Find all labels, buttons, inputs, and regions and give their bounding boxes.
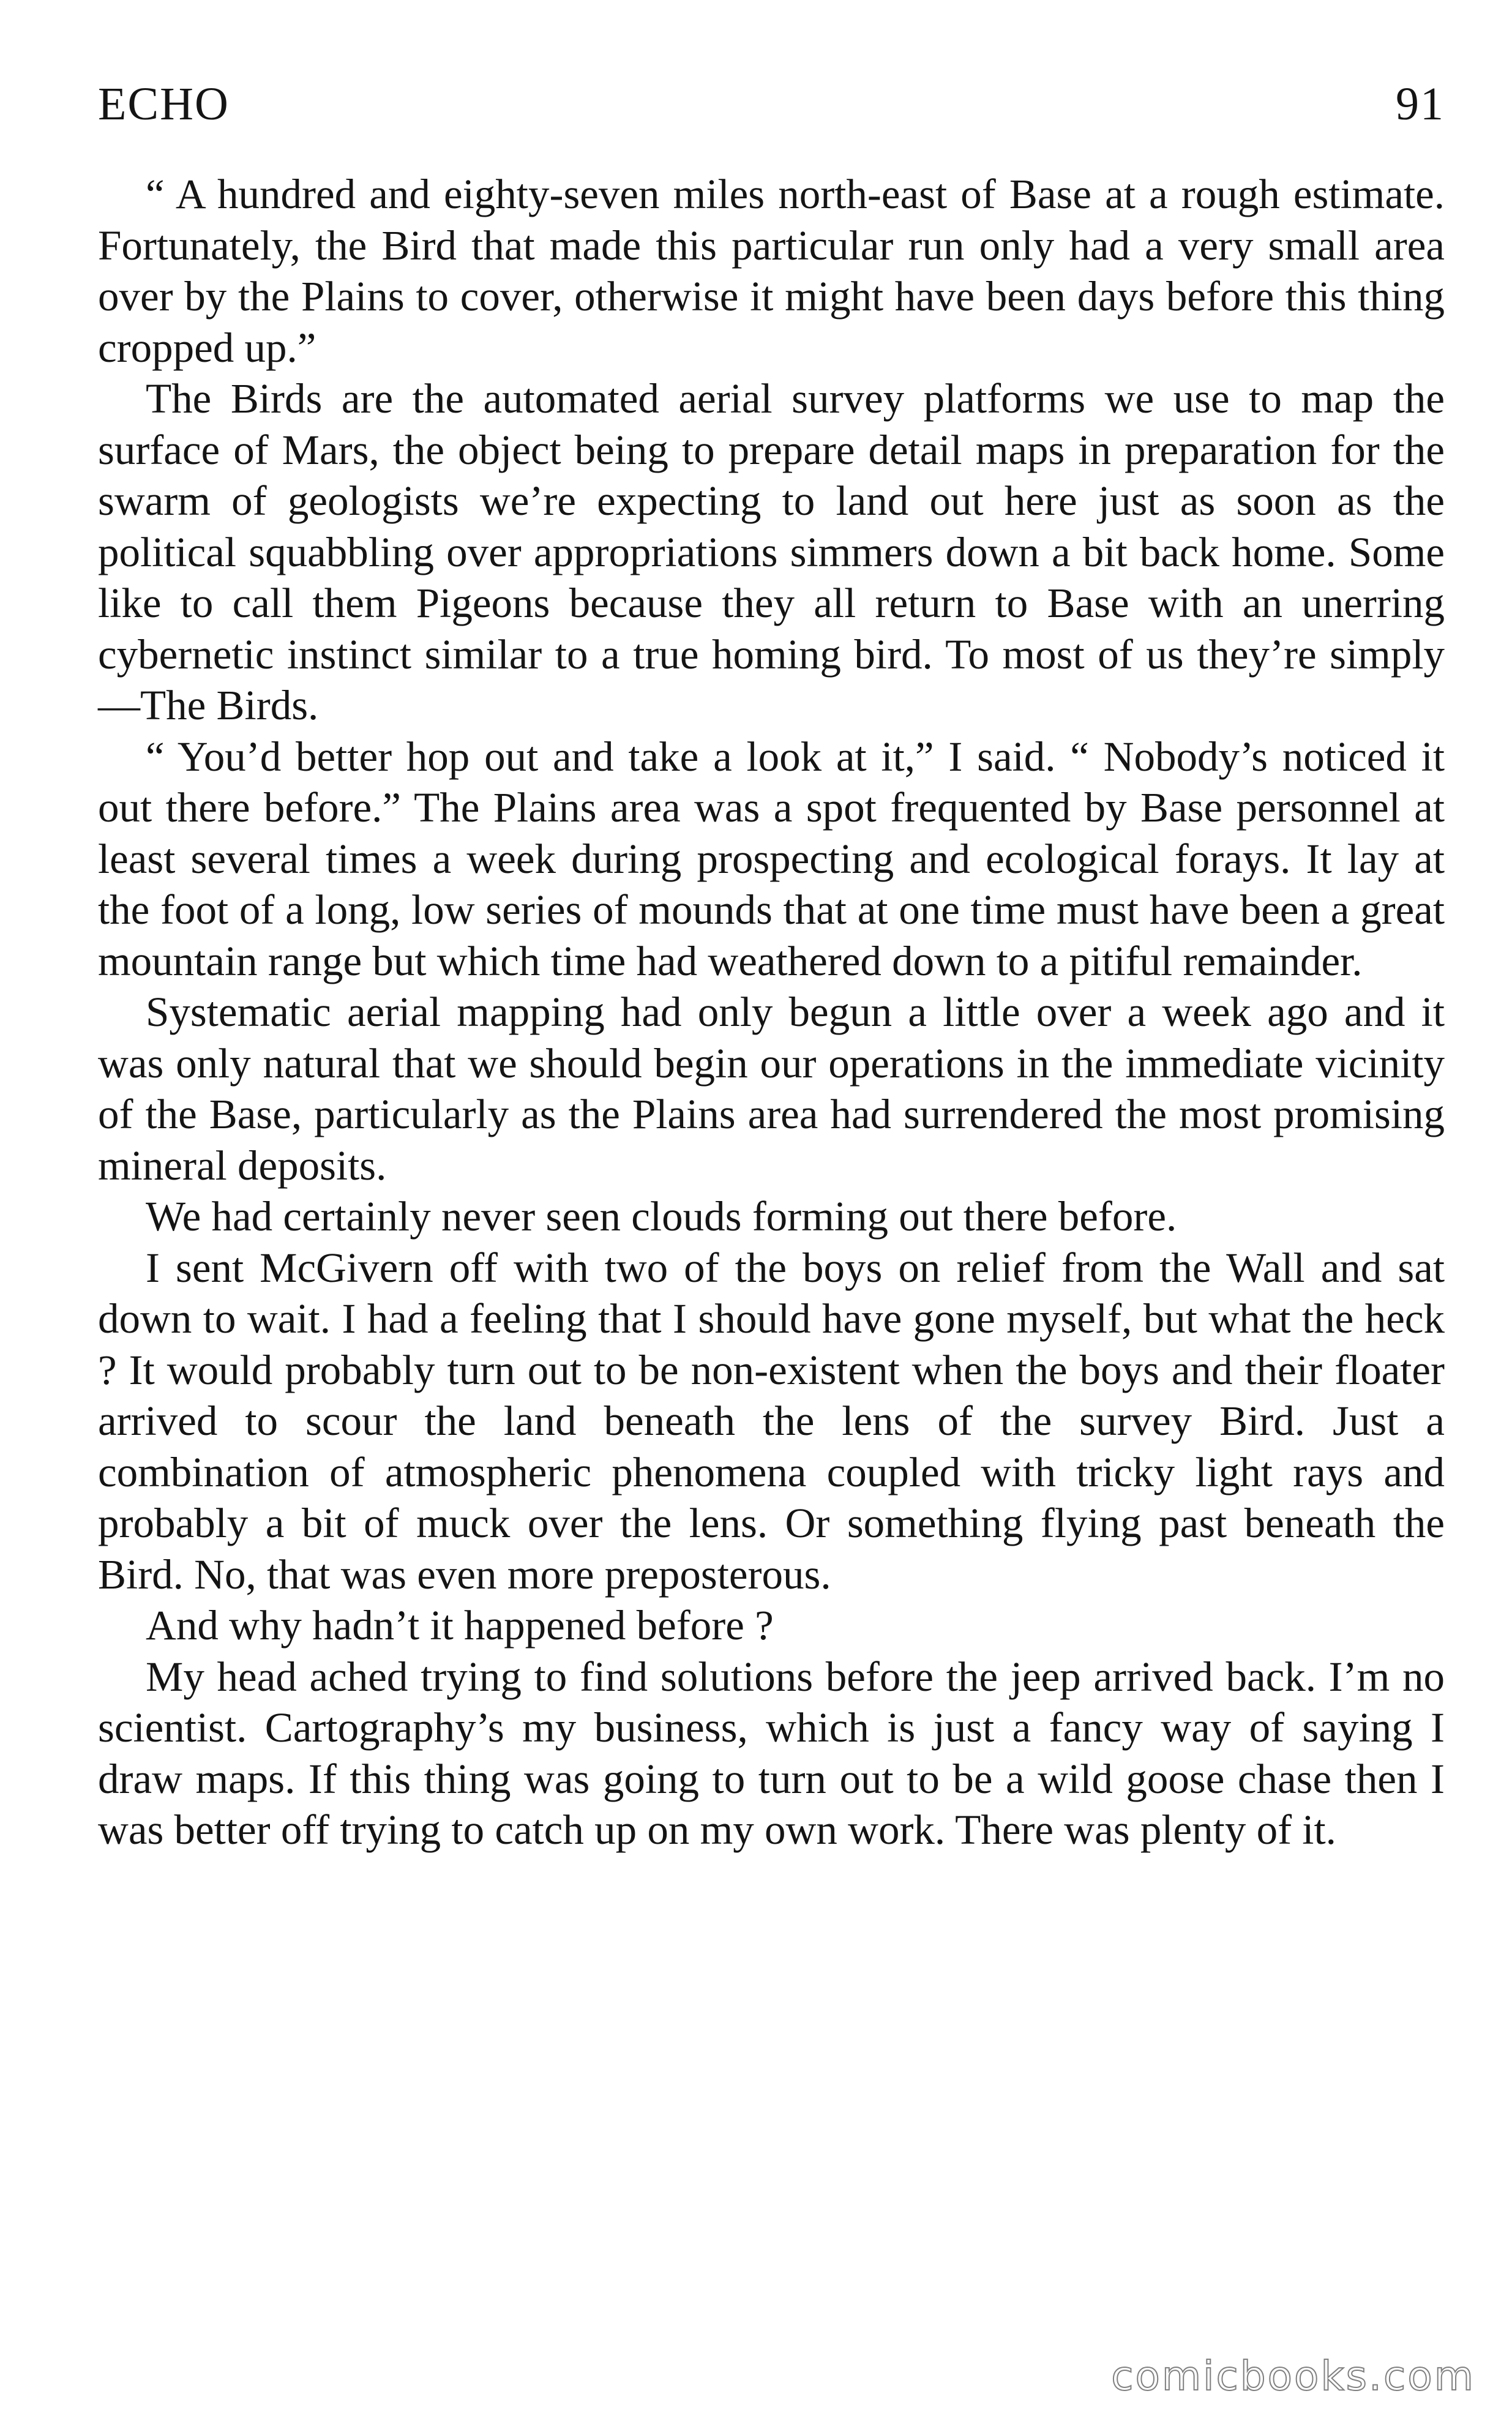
page-number: 91 [1396,78,1445,130]
paragraph: My head ached trying to find solutions before the jeep arrived back. I’m no scientist. Cartography’s my business, which is just a fancy way of saying I draw maps. If this thing was going to turn out to be a wild goose chase then I was better off trying to catch up on my own work. There was plenty of it. [98,1653,1445,1853]
paragraph: “ A hundred and eighty-seven miles north-east of Base at a rough estimate. Fortunately, the Bird that made this particular run only had a very small area over by the Plains to cover, otherwise it might have been days before this thing cropped up.” [98,171,1445,371]
paragraph: We had certainly never seen clouds forming out there before. [146,1193,1177,1240]
page-header [98,73,1445,141]
paragraph: “ You’d better hop out and take a look at it,” I said. “ Nobody’s noticed it out there before.” The Plains area was a spot frequented by Base personnel at least several times a week during prospecting and ecological forays. It lay at the foot of a long, low series of mounds that at one time must have been a great mountain range but which time had weathered down to a pitiful remainder. [98,733,1445,984]
watermark: comicbooks.com [1111,2352,1475,2400]
paragraph: And why hadn’t it happened before ? [146,1602,774,1649]
running-title: ECHO [98,78,230,130]
paragraph: The Birds are the automated aerial survey platforms we use to map the surface of Mars, the object being to prepare detail maps in preparation for the swarm of geologists we’re expecting to land out here just as soon as the political squabbling over appropriations simmers down a bit back home. Some like to call them Pigeons because they all return to Base with an unerring cybernetic instinct similar to a true homing bird. To most of us they’re simply—The Birds. [98,375,1445,728]
paragraph: I sent McGivern off with two of the boys on relief from the Wall and sat down to wait. I had a feeling that I should have gone myself, but what the heck ? It would probably turn out to be non-existent when the boys and their floater arrived to scour the land beneath the lens of the survey Bird. Just a combination of atmospheric phenomena coupled with tricky light rays and probably a bit of muck over the lens. Or something flying past beneath the Bird. No, that was even more preposterous. [98,1244,1445,1598]
paragraph: Systematic aerial mapping had only begun a little over a week ago and it was only natural that we should begin our operations in the immediate vicinity of the Base, particularly as the Plains area had surrendered the most promising mineral deposits. [98,989,1445,1189]
book-page [98,73,1445,2338]
body-text [98,169,1445,1856]
